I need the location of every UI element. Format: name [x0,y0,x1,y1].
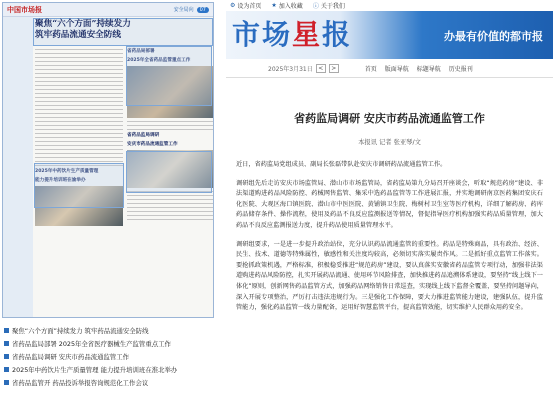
logo-text-part-1: 市场 [232,18,293,51]
article-title: 省药监局调研 安庆市药品流通监管工作 [294,112,485,125]
about-us-link[interactable] [313,1,345,10]
paper-mini-title-4: 安庆市药品流通监管工作 [127,142,178,147]
nav-title-navigation[interactable]: 标题导航 [416,66,441,73]
gear-icon: ⚙ [230,1,236,9]
add-favorite-link[interactable] [271,1,302,10]
topbar-link-label: 加入收藏 [278,2,303,10]
list-item[interactable] [4,363,216,376]
list-item[interactable] [4,350,216,363]
info-icon: ⓘ [312,2,319,10]
article-content [226,80,553,403]
article-paragraph: 调研组要求，一是进一步提升政治站位，充分认识药品流通监管的重要性。药品是特殊商品，具有政治、经济、民生、技术、道德等特殊属性，敏感性和关注度均较高，必须切实落实履责作风。二是抓好重点监管工作落实。要抢抓政策机遇，严格标准，积极稳妥推进“规范药房”建设，要认真落实安徽省药品监管专项行动，加强非法渠道购进药品风险防控，扎实开展药品流通、使用环节风险排查，加快推进药品追溯体系建设，要坚持“线上线下一体化”原则，创新网售药品监管方式，加强药品网络销售日常巡查，实现线上线下监督全覆盖，要坚持问题导向，深入开展专项整治，严厉打击违法违规行为。三是强化工作保障，要大力推进监管能力建设，建强队伍，提升监管能力，强化药品监管一线力量配备，运用好智慧监管平台，提高监管效能，切实维护人民群众用药安全。 [236,240,543,312]
bullet-icon [4,367,9,372]
article-link[interactable]: 省药品监局调研 安庆市药品流通监管工作 [12,353,130,361]
next-issue-button[interactable]: > [329,64,339,73]
newspaper-logo[interactable] [232,13,352,53]
paper-mini-title-3: 省药品监局调研 [127,133,160,138]
previous-issue-button[interactable]: < [316,64,326,73]
article-link[interactable]: 省药品监局部署 2025年全省医疗器械生产监管重点工作 [12,340,171,348]
logo-text-part-3: 报 [322,18,353,51]
set-homepage-link[interactable] [230,1,261,10]
paper-mini-title-1: 省药品局部署 [127,49,155,54]
bullet-icon [4,380,9,385]
hotspot-article-4[interactable] [34,163,124,208]
list-item[interactable] [4,324,216,337]
banner-slogan: 办最有价值的都市报 [444,30,543,43]
article-paragraph: 近日，省药监局党组成员、副局长张磊带队赴安庆市调研药品流通监管工作。 [236,161,447,168]
paper-mini-title-6: 能力提升培训班在渝举办 [35,178,86,183]
article-link[interactable]: 聚焦“六个方面”持续发力 筑牢药品流通安全防线 [12,327,149,335]
bullet-icon [4,341,9,346]
bullet-icon [4,328,9,333]
hotspot-article-2[interactable] [126,46,212,106]
nav-history[interactable]: 历史报刊 [448,66,473,73]
paper-logo: 中国市场报 [7,4,42,14]
paper-mini-title-5: 2025年中药饮片生产质量管理 [35,169,99,174]
hotspot-article-3[interactable] [126,151,212,193]
article-paragraph: 调研组先后走访安庆市场监管局、潜山市市场监管局，省药监局第九分局召开座谈会，听取“规范药房”建设、非法渠道购进药品风险防控、药械网售监管、集采中选药品监管等工作进展汇报，并实地调研南京医药集团安庆石化医院、大观区海口镇医院、潜山市中医医院、黄铺镇卫生院、梅树村卫生室等医疗机构，详细了解药房、药库药品储存条件、操作流程，使用及药品不良反应监测报送等情况，督促指导医疗机构加强实药品质量管理，加大药品不良反应监测报送力度，提升药品使用质量管理水平。 [236,179,543,229]
article-link[interactable]: 2025年中药饮片生产质量管理 能力提升培训班在淮北举办 [12,366,178,374]
paper-body-text [35,46,123,276]
list-item[interactable] [4,337,216,350]
issue-navbar [226,60,553,78]
paper-mini-title-2: 2025年全省药品监管重点工作 [127,58,191,63]
paper-header [3,3,213,17]
nav-page-navigation[interactable]: 版面导航 [384,66,409,73]
list-item[interactable] [4,376,216,389]
paper-headline [35,19,211,41]
article-title-list [4,324,216,389]
topbar-link-label: 设为首页 [237,2,262,10]
paper-side-column [3,17,33,318]
article-link[interactable]: 省药品监管开 药品投诉举报咨询规范化工作会议 [12,379,149,387]
issue-date: 2025年3月31日 [268,66,313,73]
top-utility-bar [226,0,553,10]
paper-headline-line-1: 聚焦“六个方面”持续发力 [35,19,131,29]
nav-home[interactable]: 首页 [364,66,377,73]
logo-text-part-2: 星 [292,18,323,51]
paper-page-number: 07 [197,7,209,13]
paper-headline-line-2: 筑牢药品流通安全防线 [35,30,121,40]
paper-section-title: 安全局向 [173,7,194,13]
bullet-icon [4,354,9,359]
article-byline: 本报讯 记者 张亚琴/文 [358,139,421,146]
topbar-link-label: 关于我们 [320,2,345,10]
newspaper-page-thumbnail[interactable] [2,2,214,318]
star-icon: ★ [271,1,277,9]
masthead-banner [226,11,553,59]
